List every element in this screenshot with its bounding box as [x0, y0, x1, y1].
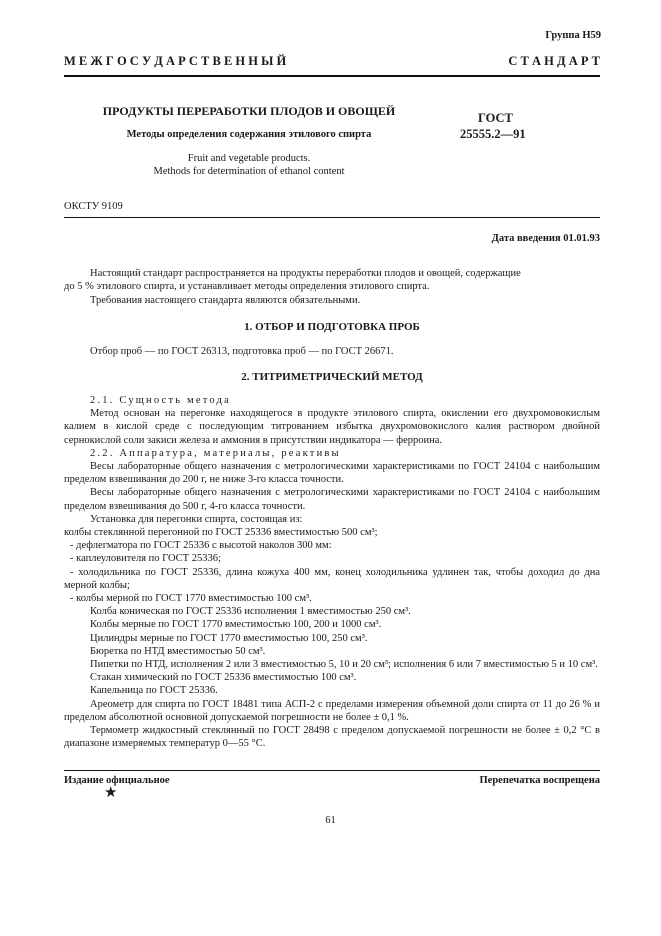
standard-banner: [64, 54, 600, 69]
equipment-item: Установка для перегонки спирта, состоящая из:: [90, 513, 303, 525]
section-1-heading: 1. ОТБОР И ПОДГОТОВКА ПРОБ: [244, 321, 420, 333]
english-title: [64, 152, 434, 178]
english-title-line-2: Methods for determination of ethanol content: [153, 166, 345, 177]
equipment-item: Стакан химический по ГОСТ 25336 вместимостью 100 см³.: [90, 672, 357, 684]
gost-designation: [460, 110, 526, 142]
equipment-item: Термометр жидкостный стеклянный по ГОСТ 28498 с пределом допускаемой погрешности не более ± 0,2 °С в диапазоне измеряемых температур 0—55 °С.: [64, 725, 600, 750]
equipment-item: - дефлегматора по ГОСТ 25336 с высотой наколов 300 мм:: [70, 540, 332, 552]
equipment-item: - колбы мерной по ГОСТ 1770 вместимостью 100 см³.: [70, 593, 312, 605]
equipment-item: Весы лабораторные общего назначения с метрологическими характеристиками по ГОСТ 24104 с наибольшим пределом взвешивания до 500 г, 4-го класса точности.: [64, 487, 600, 512]
equipment-item: - холодильника по ГОСТ 25336, длина кожуха 400 мм, конец холодильника удлинен так, чтобы доходил до дна мерной колбы;: [64, 566, 600, 591]
page-number: 61: [325, 815, 336, 826]
intro-paragraph: [64, 267, 600, 293]
gost-label: ГОСТ: [478, 111, 513, 125]
document-title: ПРОДУКТЫ ПЕРЕРАБОТКИ ПЛОДОВ И ОВОЩЕЙ: [102, 104, 396, 118]
english-title-line-1: Fruit and vegetable products.: [187, 153, 311, 164]
gost-number: 25555.2—91: [460, 127, 526, 141]
introduction-date: Дата введения 01.01.93: [491, 233, 600, 244]
intro-line-1: Настоящий стандарт распространяется на продукты переработки плодов и овощей, содержащие: [90, 268, 521, 279]
star-icon: ★: [104, 785, 118, 801]
section-2-heading: 2. ТИТРИМЕТРИЧЕСКИЙ МЕТОД: [241, 371, 423, 383]
reprint-prohibited-label: Перепечатка воспрещена: [479, 775, 600, 786]
subsection-2-2-title: 2.2. Аппаратура, материалы, реактивы: [90, 447, 341, 459]
equipment-item: Пипетки по НТД, исполнения 2 или 3 вместимостью 5, 10 и 20 см³; исполнения 6 или 7 вместимостью 5 и 10 см³.: [90, 659, 598, 671]
equipment-item: Колба коническая по ГОСТ 25336 исполнения 1 вместимостью 250 см³.: [90, 606, 411, 618]
banner-right: С Т А Н Д А Р Т: [508, 54, 600, 68]
equipment-item: колбы стеклянной перегонной по ГОСТ 25336 вместимостью 500 см³;: [64, 527, 378, 539]
intro-line-2: до 5 % этилового спирта, и устанавливает методы определения этилового спирта.: [64, 281, 430, 293]
okstu-code: ОКСТУ 9109: [64, 201, 123, 212]
equipment-item: Бюретка по НТД вместимостью 50 см³.: [90, 645, 266, 657]
equipment-item: Капельница по ГОСТ 25336.: [90, 685, 218, 697]
okstu-rule: [64, 217, 600, 218]
subsection-2-1-text: Метод основан на перегонке находящегося в продукте этилового спирта, окислении его двухромовокислым калием в кислой среде с последующим титрованием избытка двухромовокислого калия раствором двойной сернокислой соли закиси железа и аммония в присутствии индикатора — ферроина.: [64, 408, 600, 446]
equipment-item: - каплеуловителя по ГОСТ 25336;: [70, 553, 221, 565]
equipment-item: Ареометр для спирта по ГОСТ 18481 типа АСП-2 с пределами измерения объемной доли спирта от 11 до 26 % и пределом абсолютной основной допускаемой погрешности не более ± 0,1 %.: [64, 698, 600, 723]
banner-left: М Е Ж Г О С У Д А Р С Т В Е Н Н Ы Й: [64, 54, 287, 68]
equipment-item: Весы лабораторные общего назначения с метрологическими характеристиками по ГОСТ 24104 с наибольшим пределом взвешивания до 200 г, не ниже 3-го класса точности.: [64, 461, 600, 486]
official-edition-label: Издание официальное: [64, 775, 170, 786]
section-1-text: Отбор проб — по ГОСТ 26313, подготовка проб — по ГОСТ 26671.: [90, 346, 394, 357]
document-subtitle: Методы определения содержания этилового спирта: [126, 129, 372, 140]
footer-rule: [64, 770, 600, 771]
equipment-item: Колбы мерные по ГОСТ 1770 вместимостью 100, 200 и 1000 см³.: [90, 619, 382, 631]
section-2-body: [64, 394, 600, 750]
equipment-item: Цилиндры мерные по ГОСТ 1770 вместимостью 100, 250 см³.: [90, 632, 368, 644]
subsection-2-1-title: 2.1. Сущность метода: [90, 395, 231, 406]
mandatory-note: Требования настоящего стандарта являются обязательными.: [90, 295, 361, 306]
header-rule: [64, 75, 600, 77]
group-code: Группа Н59: [545, 30, 601, 41]
